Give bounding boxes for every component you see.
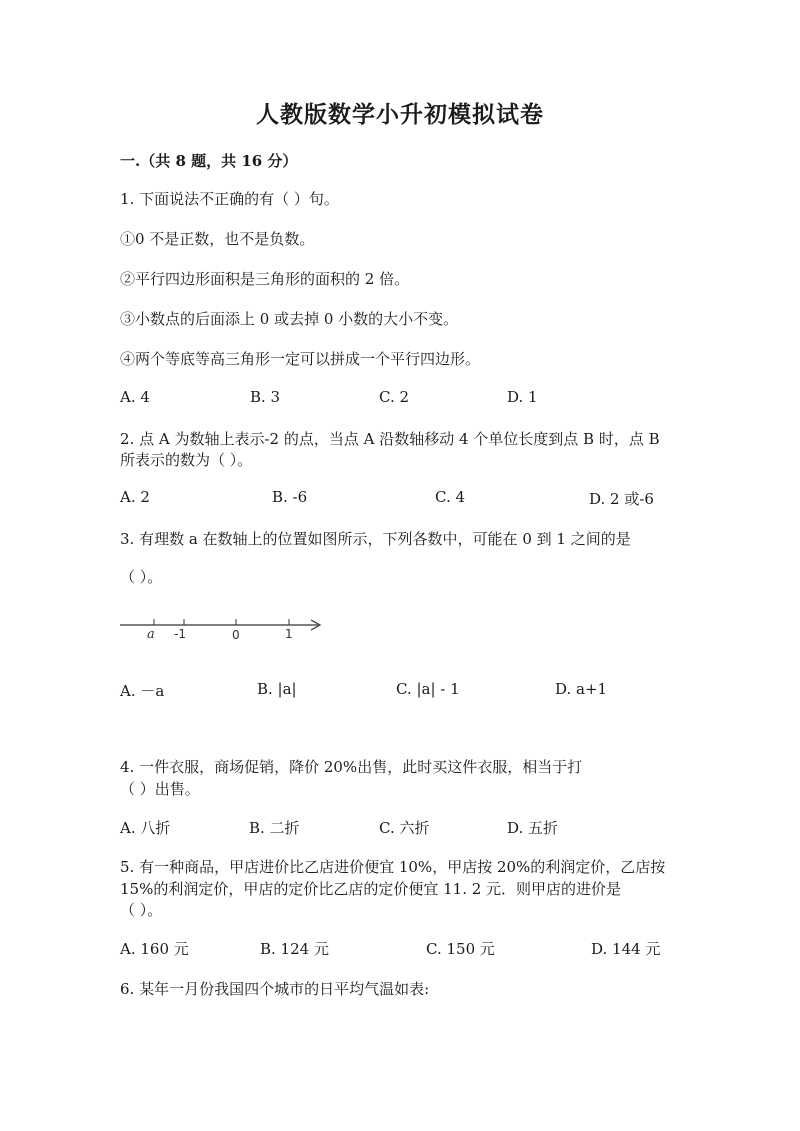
question-5-option-a[interactable]: A. 160 元: [120, 940, 189, 958]
question-5-option-c[interactable]: C. 150 元: [426, 940, 495, 958]
question-5-option-b[interactable]: B. 124 元: [260, 940, 329, 958]
question-1-option-d[interactable]: D. 1: [507, 388, 538, 406]
question-3-option-d[interactable]: D. a+1: [555, 680, 608, 698]
question-3-stem-line-1: 3. 有理数 a 在数轴上的位置如图所示，下列各数中，可能在 0 到 1 之间的是: [120, 530, 631, 548]
question-3-stem-line-2: （ ）。: [120, 568, 163, 586]
question-4-option-c[interactable]: C. 六折: [379, 819, 430, 837]
section-heading: 一.（共 8 题，共 16 分）: [120, 152, 298, 170]
label-minus-1: -1: [174, 627, 186, 641]
question-4-stem-line-2: （ ）出售。: [120, 780, 200, 798]
label-1: 1: [285, 627, 293, 641]
question-1-statement-2: ②平行四边形面积是三角形的面积的 2 倍。: [120, 270, 410, 288]
question-6-stem: 6. 某年一月份我国四个城市的日平均气温如表:: [120, 980, 430, 998]
question-5-stem-line-2: 15%的利润定价，甲店的定价比乙店的定价便宜 11. 2 元．则甲店的进价是: [120, 880, 622, 898]
number-line-figure: [118, 610, 328, 646]
question-4-stem-line-1: 4. 一件衣服，商场促销，降价 20%出售，此时买这件衣服，相当于打: [120, 758, 583, 776]
question-2-stem-line-2: 所表示的数为（ ）。: [120, 451, 253, 469]
question-5-option-d[interactable]: D. 144 元: [591, 940, 661, 958]
page-title: 人教版数学小升初模拟试卷: [256, 101, 544, 128]
question-1-statement-4: ④两个等底等高三角形一定可以拼成一个平行四边形。: [120, 350, 481, 368]
question-2-option-b[interactable]: B. -6: [272, 488, 308, 506]
question-5-stem-line-3: （ ）。: [120, 901, 163, 919]
question-4-option-a[interactable]: A. 八折: [120, 819, 171, 837]
question-2-option-d[interactable]: D. 2 或-6: [589, 490, 654, 508]
question-1-stem: 1. 下面说法不正确的有（ ）句。: [120, 190, 339, 208]
question-2-stem-line-1: 2. 点 A 为数轴上表示-2 的点，当点 A 沿数轴移动 4 个单位长度到点 B 时，点 B: [120, 430, 660, 448]
question-3-option-a[interactable]: A. －a: [120, 682, 165, 700]
label-a: a: [147, 627, 155, 642]
question-1-option-a[interactable]: A. 4: [120, 388, 150, 406]
question-3-option-c[interactable]: C. |a| - 1: [396, 680, 460, 698]
question-2-option-a[interactable]: A. 2: [120, 488, 150, 506]
question-2-option-c[interactable]: C. 4: [435, 488, 466, 506]
question-3-option-b[interactable]: B. |a|: [257, 680, 297, 698]
question-4-option-b[interactable]: B. 二折: [249, 819, 300, 837]
question-1-statement-3: ③小数点的后面添上 0 或去掉 0 小数的大小不变。: [120, 310, 459, 328]
question-4-option-d[interactable]: D. 五折: [507, 819, 559, 837]
question-5-stem-line-1: 5. 有一种商品，甲店进价比乙店进价便宜 10%，甲店按 20%的利润定价，乙店按: [120, 858, 666, 876]
question-1-statement-1: ①0 不是正数，也不是负数。: [120, 230, 315, 248]
question-1-option-c[interactable]: C. 2: [379, 388, 410, 406]
label-0: 0: [232, 628, 240, 642]
question-1-option-b[interactable]: B. 3: [250, 388, 281, 406]
